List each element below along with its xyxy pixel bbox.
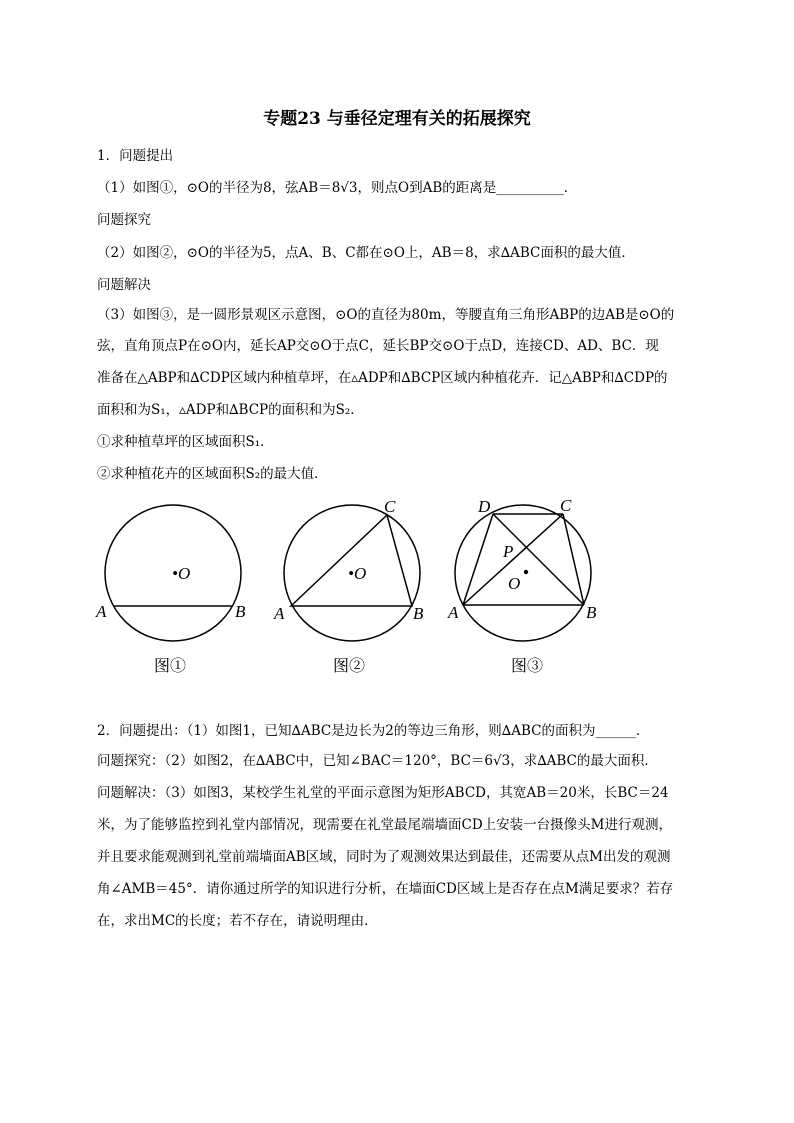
problem1-q3-line4: 面积和为S₁，▵ADP和∆BCP的面积和为S₂． bbox=[97, 402, 364, 418]
problem2-line7: 在，求出MC的长度；若不存在，请说明理由． bbox=[97, 913, 378, 929]
problem2-line4: 米，为了能够监控到礼堂内部情况，现需要在礼堂最尾端墙面CD上安装一台摄像头M进行观测， bbox=[97, 817, 672, 833]
fig2-triangle-abc bbox=[291, 515, 412, 606]
problem1-solve-heading: 问题解决 bbox=[97, 277, 151, 293]
fig3-label-c: C bbox=[560, 496, 572, 515]
fig2-label-o: •O bbox=[348, 564, 367, 583]
problem1-explore-heading: 问题探究 bbox=[97, 212, 151, 228]
problem2-line5: 并且要求能观测到礼堂前端墙面AB区域，同时为了观测效果达到最佳，还需要从点M出发的观测 bbox=[97, 849, 671, 865]
fig1-label-o: •O bbox=[172, 564, 191, 583]
problem2-line1: 2．问题提出：（1）如图1，已知∆ABC是边长为2的等边三角形，则∆ABC的面积为______． bbox=[97, 723, 650, 739]
fig3-center-dot bbox=[524, 570, 528, 574]
fig3-label-o: O bbox=[508, 574, 521, 593]
problem1-q2: （2）如图②，⊙O的半径为5，点A、B、C都在⊙O上，AB＝8，求∆ABC面积的最大值． bbox=[97, 245, 635, 261]
fig2-label-b: B bbox=[413, 604, 424, 623]
problem1-q3-line3: 准备在△ABP和∆CDP区域内种植草坪，在▵ADP和∆BCP区域内种植花卉．记△ABP和∆CDP的 bbox=[97, 370, 668, 386]
fig3-caption: 图③ bbox=[511, 656, 544, 675]
figure-2 bbox=[273, 497, 424, 675]
figures-row bbox=[90, 493, 620, 683]
page-title: 专题23 与垂径定理有关的拓展探究 bbox=[263, 109, 531, 129]
figure-3 bbox=[447, 496, 597, 675]
problem2-line2: 问题探究：（2）如图2，在∆ABC中，已知∠BAC＝120°，BC＝6√3，求∆ABC的最大面积． bbox=[97, 753, 658, 769]
fig2-caption: 图② bbox=[333, 656, 366, 675]
fig1-label-b: B bbox=[235, 602, 246, 621]
problem1-q3-part-b: ②求种植花卉的区域面积S₂的最大值． bbox=[97, 466, 328, 482]
problem1-q3-line1: （3）如图③，是一圆形景观区示意图，⊙O的直径为80m，等腰直角三角形ABP的边AB是⊙O的 bbox=[97, 307, 675, 323]
problem1-heading: 1．问题提出 bbox=[97, 148, 174, 164]
fig3-circle bbox=[455, 505, 591, 641]
fig2-label-c: C bbox=[384, 497, 396, 516]
geometry-figures bbox=[90, 493, 630, 683]
fig3-label-a: A bbox=[448, 603, 459, 622]
fig3-label-b: B bbox=[586, 603, 597, 622]
fig3-label-p: P bbox=[503, 542, 514, 561]
figure-1 bbox=[95, 505, 246, 675]
fig2-label-a: A bbox=[274, 604, 285, 623]
problem1-q1: （1）如图①，⊙O的半径为8，弦AB＝8√3，则点O到AB的距离是__________． bbox=[97, 180, 578, 196]
fig3-label-d: D bbox=[478, 497, 491, 516]
problem2-line3: 问题解决：（3）如图3，某校学生礼堂的平面示意图为矩形ABCD，其宽AB＝20米，长BC＝24 bbox=[97, 785, 669, 801]
problem1-q3-part-a: ①求种植草坪的区域面积S₁． bbox=[97, 434, 274, 450]
fig1-label-a: A bbox=[96, 602, 107, 621]
problem2-line6: 角∠AMB＝45°．请你通过所学的知识进行分析，在墙面CD区域上是否存在点M满足要求？若存 bbox=[97, 881, 674, 897]
problem1-q3-line2: 弦，直角顶点P在⊙O内，延长AP交⊙O于点C，延长BP交⊙O于点D，连接CD、AD、BC．现 bbox=[97, 338, 659, 354]
fig1-caption: 图① bbox=[154, 656, 187, 675]
